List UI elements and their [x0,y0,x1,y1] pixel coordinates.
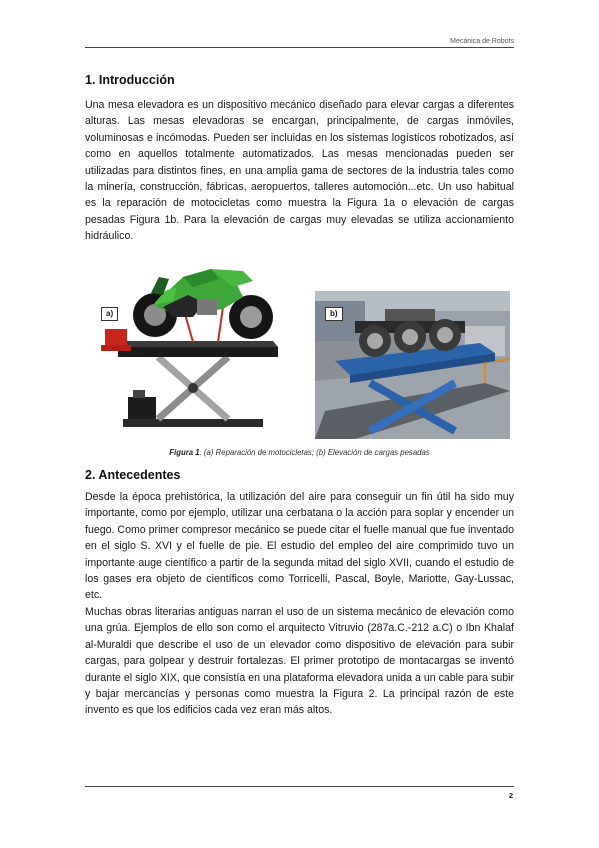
section-title-antecedentes: 2. Antecedentes [85,468,181,482]
figure-1 [85,247,514,443]
intro-paragraph: Una mesa elevadora es un dispositivo mecánico diseñado para elevar cargas a diferentes alturas. Las mesas elevadoras se encargan, principalmente, de cargas inmóviles, voluminosas e incómodas. Pueden ser incluidas en los sistemas logísticos robotizados, así como en aquellos totalmente automatizados. Las mesas mencionadas pueden ser utilizadas para distintos fines, en una amplia gama de sectores de la industria tales como la minería, construcción, fábricas, aeropuertos, talleres automoción...etc. Un uso habitual es la reparación de motocicletas como muestra la Figura 1a o elevación de cargas pesadas Figura 1b. Para la elevación de cargas muy elevadas se utiliza accionamiento hidráulico. [85,99,514,243]
footer-divider [85,786,514,787]
figure-label-b: b) [325,307,343,321]
figure-label-a: a) [101,307,118,321]
section-title-introduccion: 1. Introducción [85,73,175,87]
antecedentes-paragraph-1: Desde la época prehistórica, la utilización del aire para conseguir un fin útil ha sido muy importante, como por ejemplo, utilizar una cerbatana o la acción para soplar y encender un fuego. Como primer compresor mecánico se puede citar el fuelle manual que fue inventado en el siglo S. XVI y el fuelle de pie. El estudio del empleo del aire comprimido tuvo un importante auge científico a partir de la segunda mitad del siglo XVII, cuando el estudio de los gases era objeto de científicos como Torricelli, Pascal, Boyle, Mariotte, Gay-Lussac, etc. [85,491,514,602]
page-number: 2 [508,791,513,800]
antecedentes-paragraph-2: Muchas obras literarias antiguas narran el uso de un sistema mecánico de elevación como una grúa. Ejemplos de ello son como el arquitecto Vitruvio (287a.C.-212 a.C) o Ibn Khalaf al-Muraldi que describe el uso de un elevador como dispositivo de elevación para subir cargas, para golpear y destruir fortalezas. El primer prototipo de montacargas se inventó durante el siglo XIX, que consistía en una plataforma elevadora unida a un cable para subir y bajar mercancías y personas como muestra la Figura 2. La principal razón de este invento es que los edificios cada vez eran más altos. [85,606,514,717]
figure-caption-text: . (a) Reparación de motocicletas; (b) Elevación de cargas pesadas [199,448,430,457]
motorcycle-lift-image [93,247,283,435]
figure-caption-label: Figura 1 [169,448,200,457]
figure-caption [85,448,514,457]
running-header: Mecánica de Robots [450,38,514,45]
heavy-load-lift-image [315,291,510,439]
header-divider [85,47,514,48]
